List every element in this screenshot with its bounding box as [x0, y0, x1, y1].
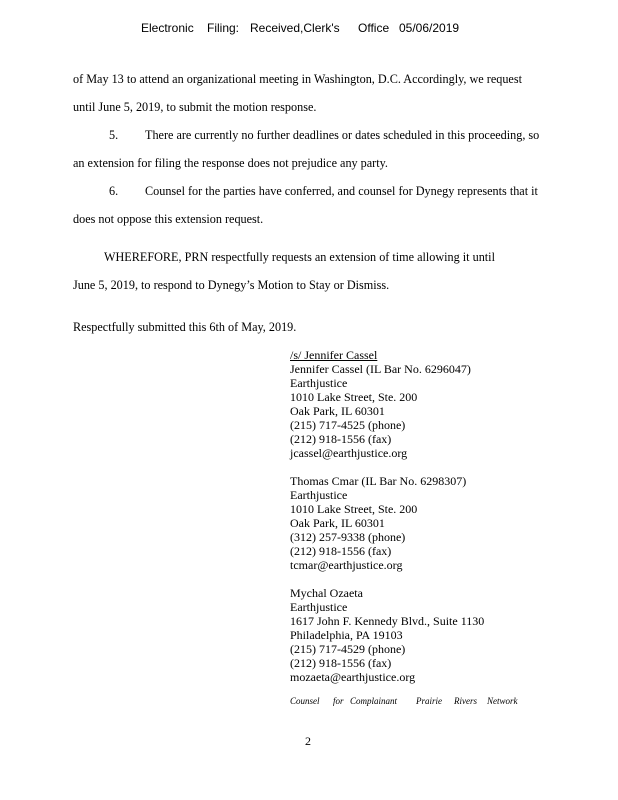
body-line-6: does not oppose this extension request.	[73, 212, 264, 226]
attorney-1-org: Earthjustice	[290, 376, 348, 390]
signature-name: /s/ Jennifer Cassel	[290, 348, 378, 362]
attorney-2-org: Earthjustice	[290, 488, 348, 502]
item-6-number: 6.	[109, 184, 119, 198]
wherefore-line-2: June 5, 2019, to respond to Dynegy’s Motion to Stay or Dismiss.	[73, 278, 390, 292]
attorney-3-org: Earthjustice	[290, 600, 348, 614]
counsel-word: Network	[487, 696, 518, 706]
submitted-line: Respectfully submitted this 6th of May, 2019.	[73, 320, 297, 334]
header-received: Received,Clerk's	[250, 21, 340, 35]
counsel-word: Counsel	[290, 696, 320, 706]
attorney-2-fax: (212) 918-1556 (fax)	[290, 544, 392, 558]
signature-line	[290, 348, 434, 362]
attorney-1-address-1: 1010 Lake Street, Ste. 200	[290, 390, 418, 404]
attorney-3-name: Mychal Ozaeta	[290, 586, 363, 600]
item-5-text: There are currently no further deadlines or dates scheduled in this proceeding, so	[145, 128, 540, 142]
body-line-2: until June 5, 2019, to submit the motion response.	[73, 100, 317, 114]
body-line-1: of May 13 to attend an organizational meeting in Washington, D.C. Accordingly, we request	[73, 72, 522, 86]
counsel-word: Rivers	[454, 696, 477, 706]
counsel-word: for	[333, 696, 344, 706]
body-line-4: an extension for filing the response does not prejudice any party.	[73, 156, 388, 170]
attorney-2-address-2: Oak Park, IL 60301	[290, 516, 385, 530]
attorney-1-name: Jennifer Cassel (IL Bar No. 6296047)	[290, 362, 471, 376]
header-office: Office	[358, 21, 390, 35]
attorney-2-email: tcmar@earthjustice.org	[290, 558, 403, 572]
attorney-3-phone: (215) 717-4529 (phone)	[290, 642, 406, 656]
page-number: 2	[305, 734, 311, 748]
attorney-1-phone: (215) 717-4525 (phone)	[290, 418, 406, 432]
attorney-1-fax: (212) 918-1556 (fax)	[290, 432, 392, 446]
wherefore-line: WHEREFORE, PRN respectfully requests an extension of time allowing it until	[104, 250, 495, 264]
attorney-3-email: mozaeta@earthjustice.org	[290, 670, 416, 684]
counsel-for-line	[290, 696, 518, 710]
attorney-1-address-2: Oak Park, IL 60301	[290, 404, 385, 418]
header-electronic: Electronic	[141, 21, 194, 35]
attorney-3-fax: (212) 918-1556 (fax)	[290, 656, 392, 670]
item-6-text: Counsel for the parties have conferred, and counsel for Dynegy represents that it	[145, 184, 538, 198]
attorney-1-email: jcassel@earthjustice.org	[290, 446, 408, 460]
filing-header	[0, 21, 618, 37]
item-5-number: 5.	[109, 128, 119, 142]
header-filing: Filing:	[207, 21, 240, 35]
counsel-word: Complainant	[350, 696, 398, 706]
attorney-2-name: Thomas Cmar (IL Bar No. 6298307)	[290, 474, 467, 488]
attorney-3-address-1: 1617 John F. Kennedy Blvd., Suite 1130	[290, 614, 485, 628]
attorney-3-address-2: Philadelphia, PA 19103	[290, 628, 403, 642]
counsel-word: Prairie	[416, 696, 442, 706]
header-date: 05/06/2019	[399, 21, 460, 35]
attorney-2-address-1: 1010 Lake Street, Ste. 200	[290, 502, 418, 516]
attorney-2-phone: (312) 257-9338 (phone)	[290, 530, 406, 544]
